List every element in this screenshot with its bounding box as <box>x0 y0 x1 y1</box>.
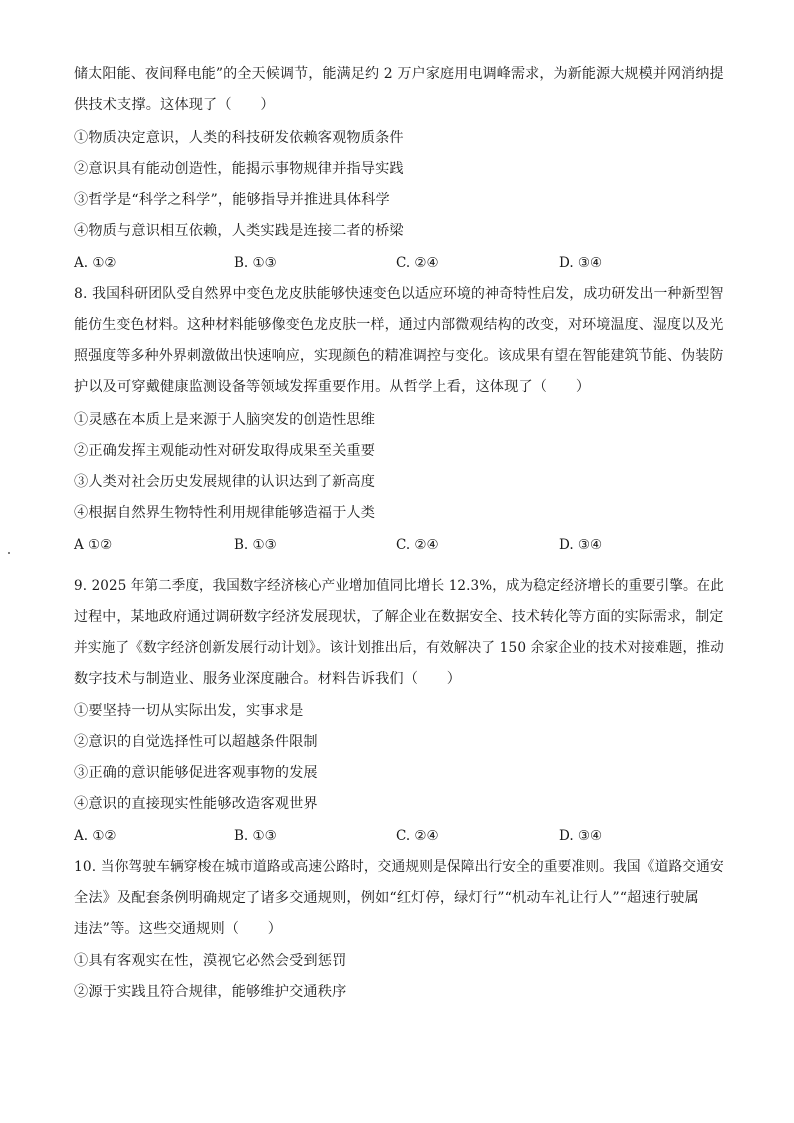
q9-stem-line: 过程中，某地政府通过调研数字经济发展现状，了解企业在数据安全、技术转化等方面的实际需求，制定 <box>74 609 724 625</box>
q9-options <box>74 826 724 846</box>
q8-option-a: A ①② <box>74 537 113 553</box>
q10-item: ①具有客观实在性，漠视它必然会受到惩罚 <box>74 953 347 969</box>
stray-mark <box>8 552 10 554</box>
q8-stem-line: 照强度等多种外界刺激做出快速响应，实现颜色的精准调控与变化。该成果有望在智能建筑节能、伪装防 <box>74 348 724 364</box>
q10-stem-line: 违法”等。这些交通规则（ ） <box>74 921 283 937</box>
q7-item: ④物质与意识相互依赖，人类实践是连接二者的桥梁 <box>74 223 404 239</box>
q8-stem-line: 能仿生变色材料。这种材料能够像变色龙皮肤一样，通过内部微观结构的改变，对环境温度、湿度以及光 <box>74 317 724 333</box>
q8-item: ④根据自然界生物特性利用规律能够造福于人类 <box>74 505 376 521</box>
q7-option-d: D. ③④ <box>559 255 603 271</box>
q9-option-d: D. ③④ <box>559 828 603 844</box>
q7-item: ①物质决定意识，人类的科技研发依赖客观物质条件 <box>74 130 404 146</box>
q7-stem-line: 储太阳能、夜间释电能”的全天候调节，能满足约 2 万户家庭用电调峰需求，为新能源大规模并网消纳提 <box>74 66 724 82</box>
q7-stem-line: 供技术支撑。这体现了（ ） <box>74 97 275 113</box>
q7-options <box>74 253 724 273</box>
q7-option-a: A. ①② <box>74 255 117 271</box>
q8-stem-line: 护以及可穿戴健康监测设备等领域发挥重要作用。从哲学上看，这体现了（ ） <box>74 379 591 395</box>
q9-option-a: A. ①② <box>74 828 117 844</box>
q8-option-b: B. ①③ <box>234 537 277 553</box>
q7-item: ②意识具有能动创造性，能揭示事物规律并指导实践 <box>74 161 404 177</box>
q10-item: ②源于实践且符合规律，能够维护交通秩序 <box>74 984 347 1000</box>
q9-item: ③正确的意识能够促进客观事物的发展 <box>74 765 318 781</box>
q9-item: ④意识的直接现实性能够改造客观世界 <box>74 796 318 812</box>
q7-option-b: B. ①③ <box>234 255 277 271</box>
q9-option-b: B. ①③ <box>234 828 277 844</box>
q8-stem-line: 8. 我国科研团队受自然界中变色龙皮肤能够快速变色以适应环境的神奇特性启发，成功研发出一种新型智 <box>74 286 724 302</box>
q8-option-d: D. ③④ <box>559 537 603 553</box>
q10-stem-line: 全法》及配套条例明确规定了诸多交通规则，例如“红灯停，绿灯行”“机动车礼让行人”“超速行驶属 <box>74 890 699 906</box>
q9-item: ①要坚持一切从实际出发，实事求是 <box>74 703 304 719</box>
q7-item: ③哲学是“科学之科学”，能够指导并推进具体科学 <box>74 192 390 208</box>
q8-options <box>74 535 724 555</box>
q9-option-c: C. ②④ <box>396 828 439 844</box>
q8-item: ①灵感在本质上是来源于人脑突发的创造性思维 <box>74 412 376 428</box>
q9-stem-line: 数字技术与制造业、服务业深度融合。材料告诉我们（ ） <box>74 671 462 687</box>
q8-item: ②正确发挥主观能动性对研发取得成果至关重要 <box>74 443 376 459</box>
q8-option-c: C. ②④ <box>396 537 439 553</box>
q9-item: ②意识的自觉选择性可以超越条件限制 <box>74 734 318 750</box>
q9-stem-line: 并实施了《数字经济创新发展行动计划》。该计划推出后，有效解决了 150 余家企业的技术对接难题，推动 <box>74 640 724 656</box>
q10-stem-line: 10. 当你驾驶车辆穿梭在城市道路或高速公路时，交通规则是保障出行安全的重要准则。我国《道路交通安 <box>74 859 724 875</box>
q7-option-c: C. ②④ <box>396 255 439 271</box>
q8-item: ③人类对社会历史发展规律的认识达到了新高度 <box>74 474 376 490</box>
q9-stem-line: 9. 2025 年第二季度，我国数字经济核心产业增加值同比增长 12.3%，成为稳定经济增长的重要引擎。在此 <box>74 578 724 594</box>
